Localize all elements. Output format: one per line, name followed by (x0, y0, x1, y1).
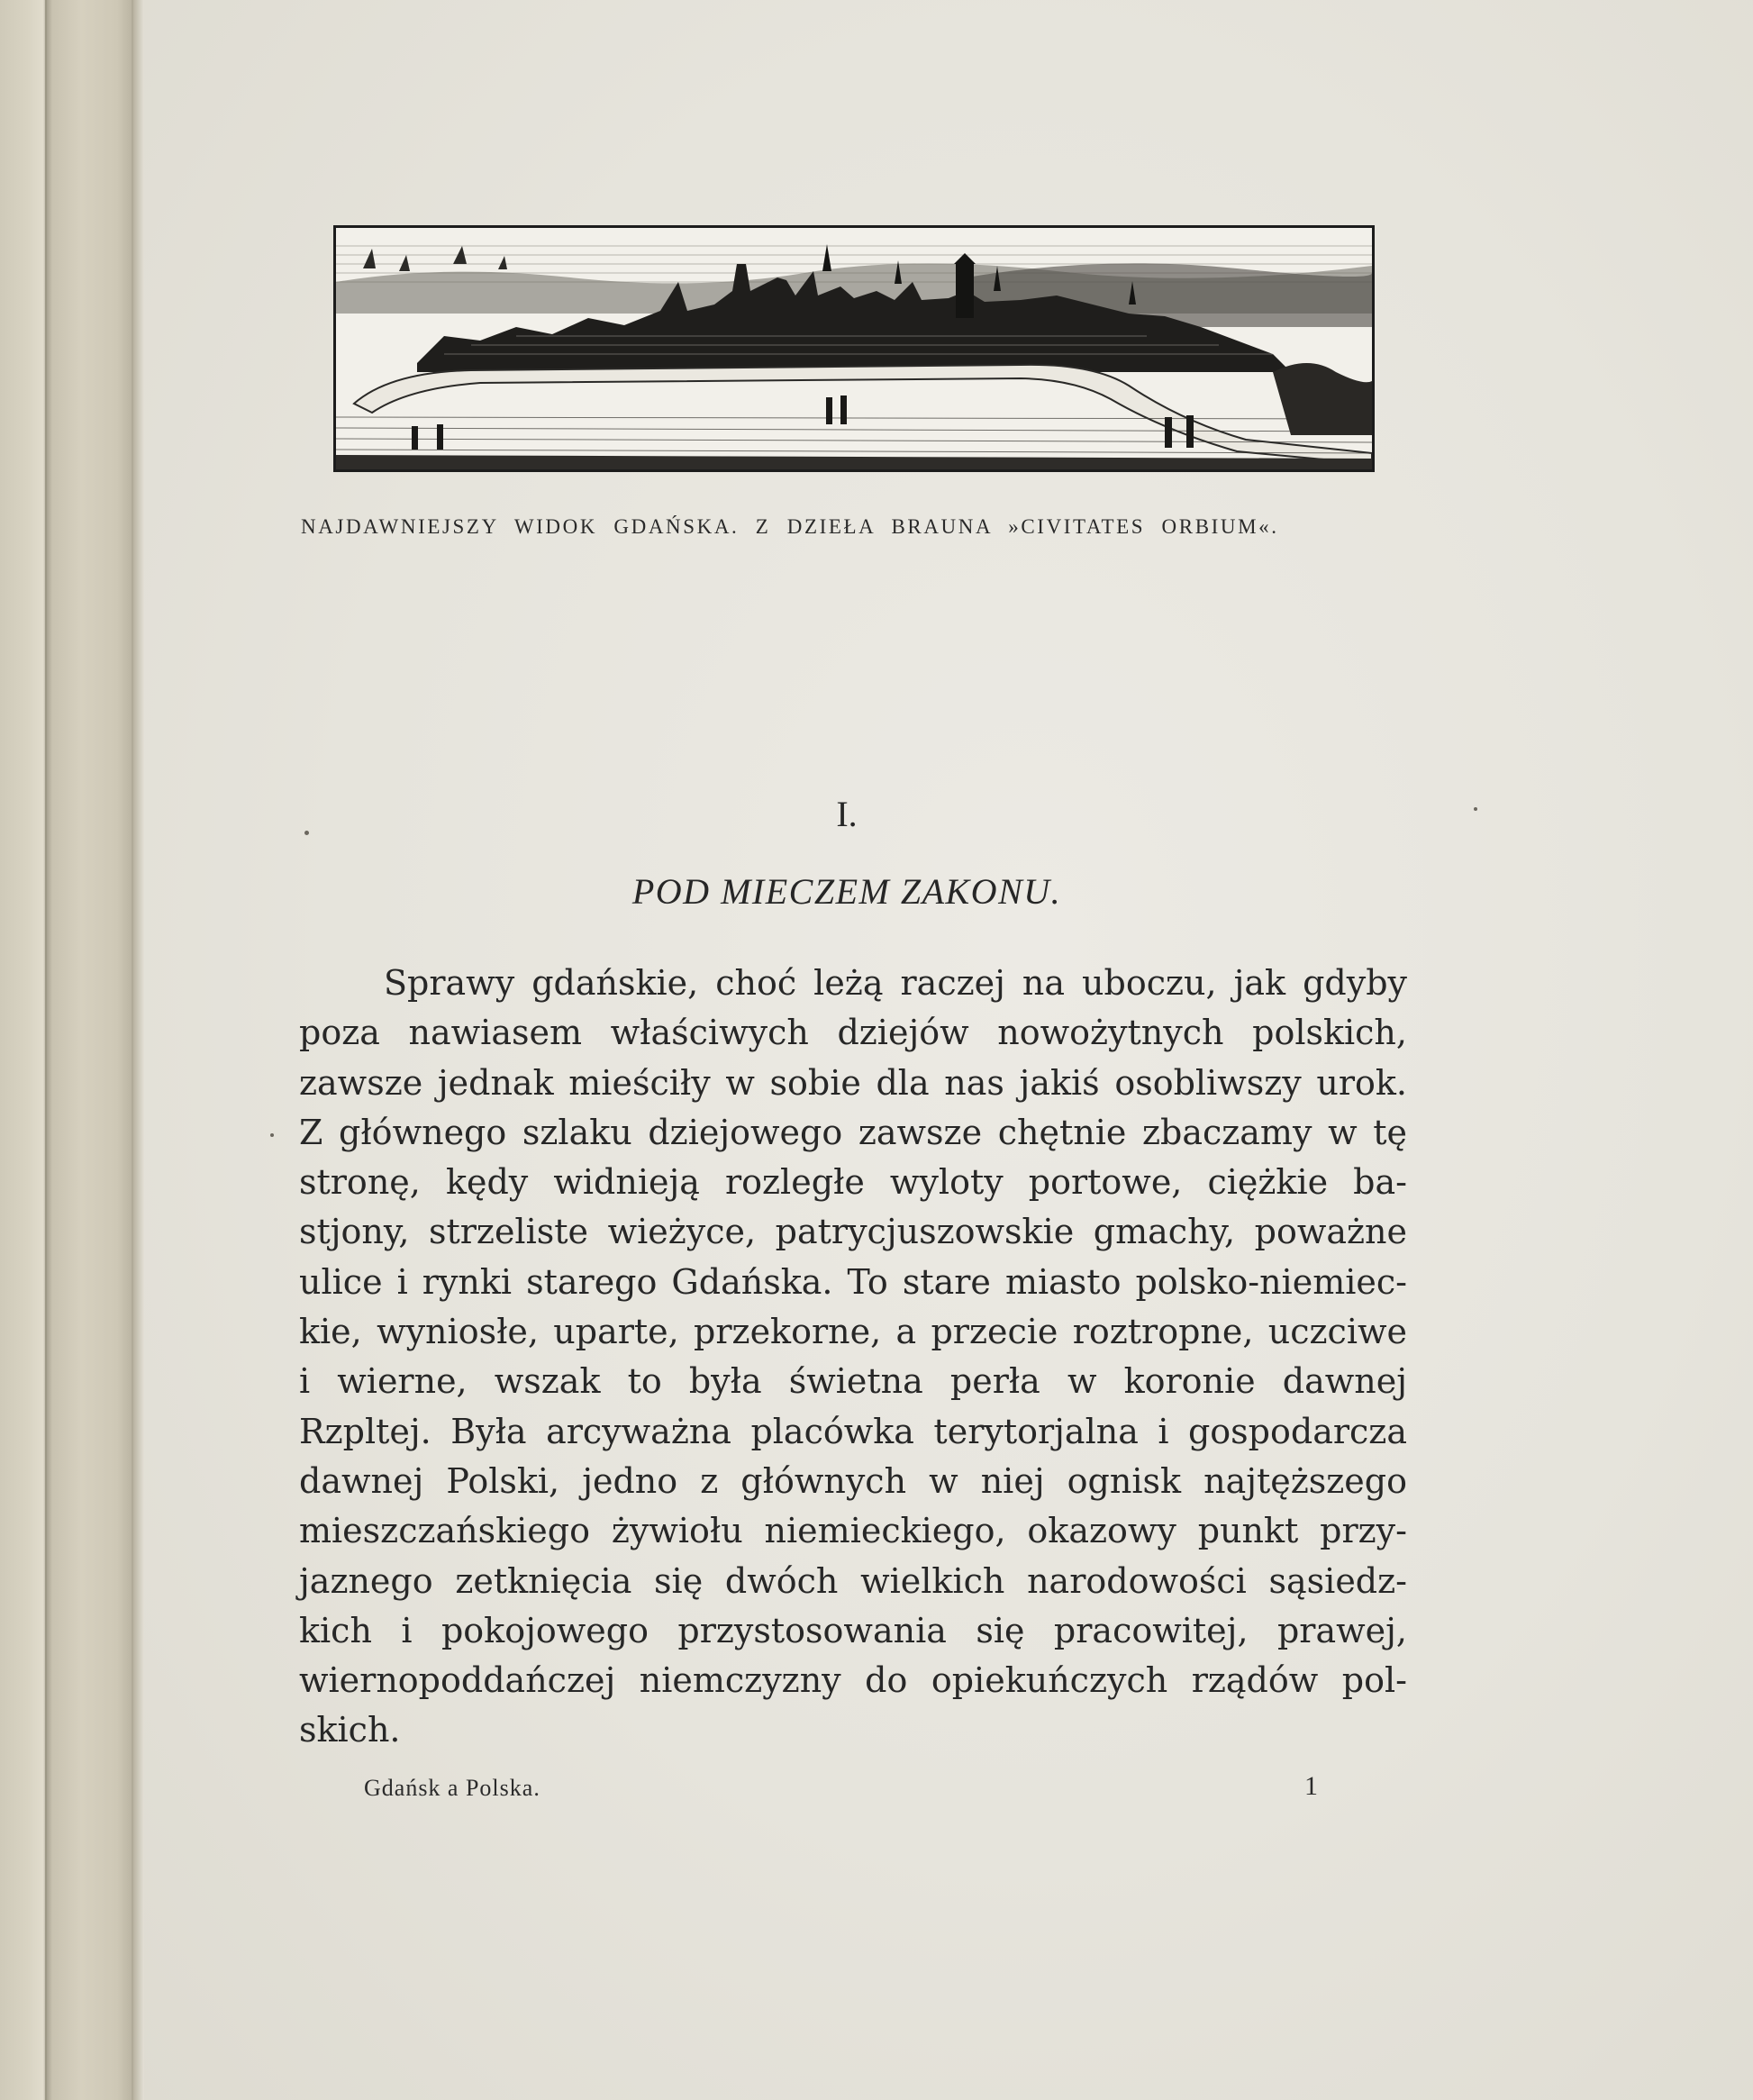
text-line: zawsze jednak mieściły w sobie dla nas jakiś osobliwszy urok. (299, 1062, 1407, 1103)
page-edge-line (45, 0, 47, 2100)
text-line: i wierne, wszak to była świetna perła w koronie dawnej (299, 1361, 1407, 1402)
text-line: Rzpltej. Była arcyważna placówka terytorjalna i gospodarcza (299, 1411, 1407, 1451)
paper-speck (270, 1133, 274, 1137)
city-engraving-illustration (333, 225, 1375, 472)
text-line: stronę, kędy widnieją rozległe wyloty portowe, ciężkie ba- (299, 1162, 1407, 1203)
text-line: wiernopoddańczej niemczyzny do opiekuńczych rządów pol- (299, 1660, 1407, 1701)
text-line: skich. (299, 1710, 401, 1750)
page-edge-line (132, 0, 133, 2100)
body-paragraph (299, 959, 1407, 1756)
text-line: dawnej Polski, jedno z głównych w niej ognisk najtęższego (299, 1460, 1407, 1501)
chapter-title: POD MIECZEM ZAKONU. (631, 871, 1062, 912)
paper-speck (304, 831, 309, 835)
text-line: Sprawy gdańskie, choć leżą raczej na uboczu, jak gdyby (384, 963, 1407, 1003)
text-line: kich i pokojowego przystosowania się pracowitej, prawej, (299, 1610, 1407, 1650)
chapter-number: I. (836, 794, 858, 834)
paper-speck (1474, 807, 1477, 811)
illustration-caption: NAJDAWNIEJSZY WIDOK GDAŃSKA. Z DZIEŁA BRAUNA »CIVITATES ORBIUM«. (301, 515, 1279, 538)
text-line: jaznego zetknięcia się dwóch wielkich narodowości sąsiedz- (299, 1560, 1407, 1601)
text-line: ulice i rynki starego Gdańska. To stare miasto polsko-niemiec- (299, 1261, 1407, 1302)
text-line: kie, wyniosłe, uparte, przekorne, a przecie roztropne, uczciwe (299, 1312, 1407, 1352)
text-line: stjony, strzeliste wieżyce, patrycjuszowskie gmachy, poważne (299, 1212, 1407, 1252)
book-binding-edge (0, 0, 144, 2100)
text-line: Z głównego szlaku dziejowego zawsze chętnie zbaczamy w tę (299, 1112, 1407, 1152)
text-line: mieszczańskiego żywiołu niemieckiego, okazowy punkt przy- (299, 1511, 1407, 1551)
engraving-drawing (336, 228, 1372, 469)
page-number: 1 (1304, 1771, 1318, 1801)
running-footer-title: Gdańsk a Polska. (364, 1775, 540, 1801)
text-line: poza nawiasem właściwych dziejów nowożytnych polskich, (299, 1013, 1407, 1053)
